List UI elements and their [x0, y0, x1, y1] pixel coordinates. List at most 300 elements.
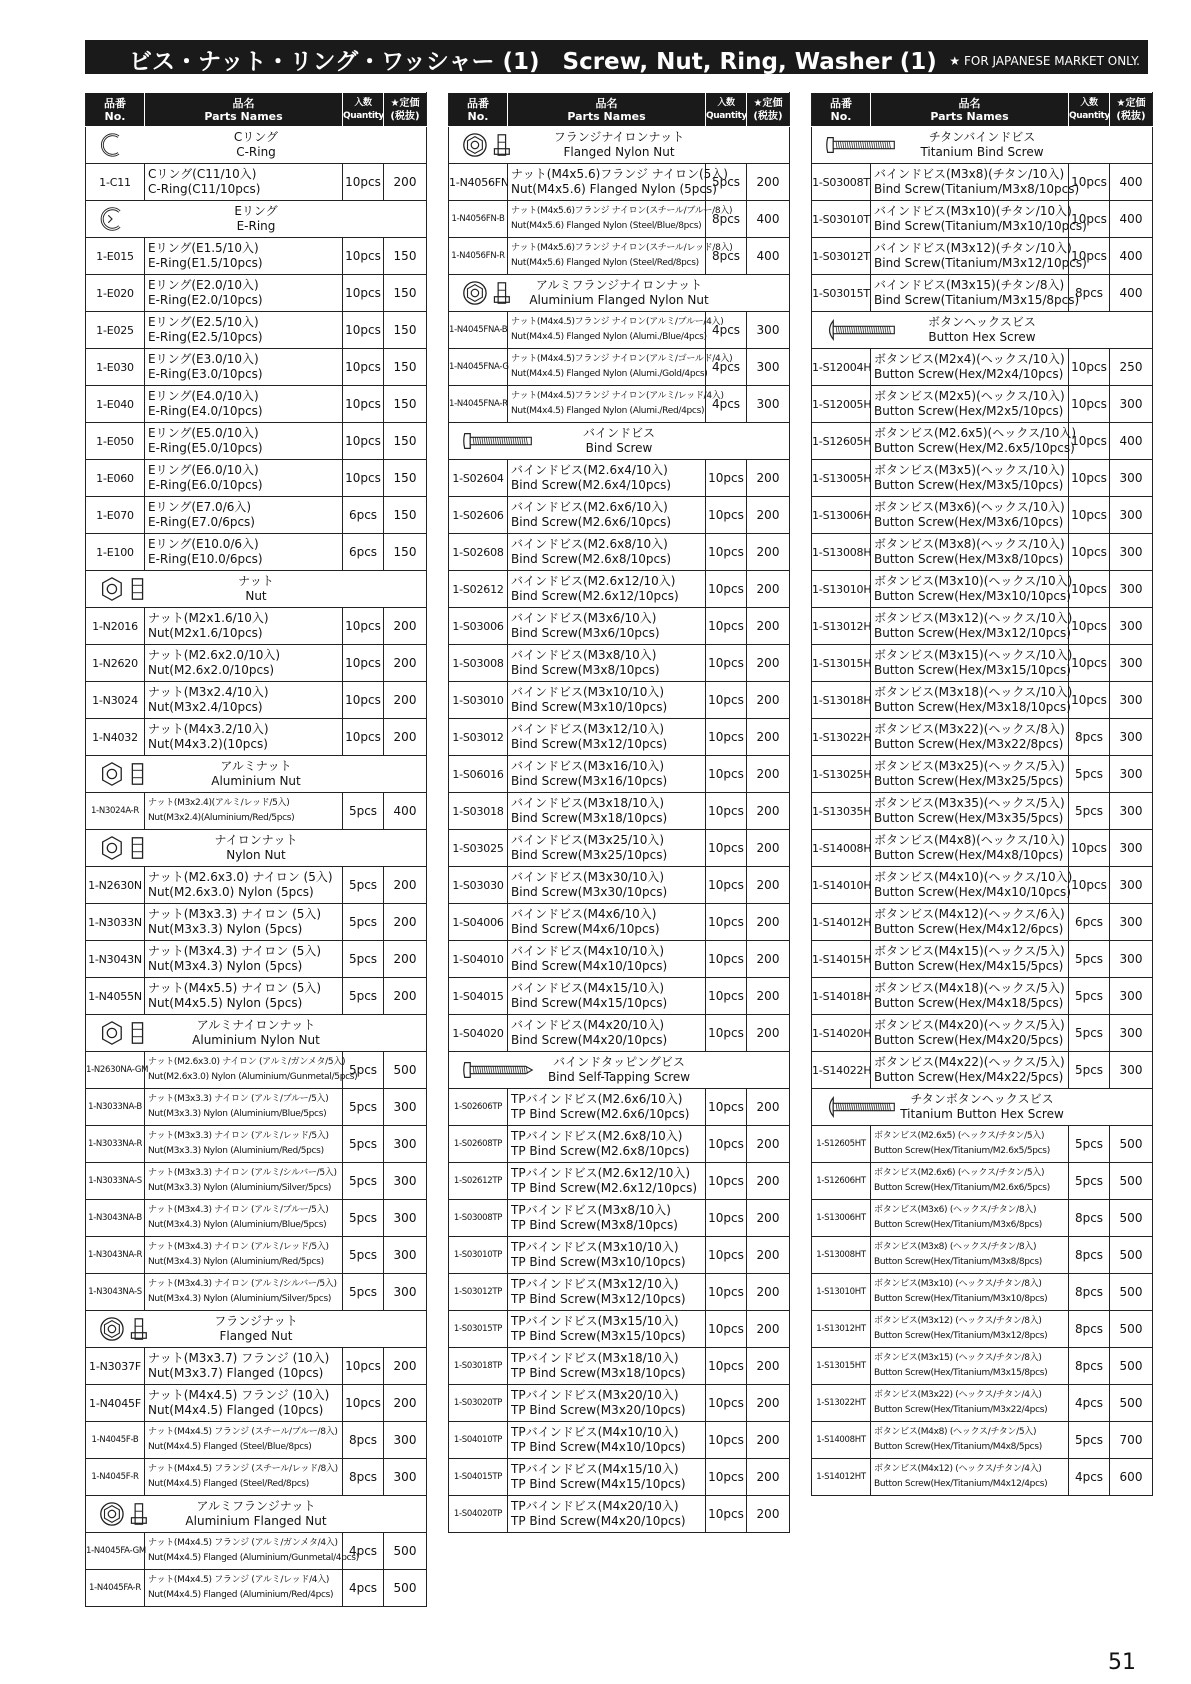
- part-name-en: TP Bind Screw(M3x18/10pcs): [511, 1366, 686, 1380]
- part-name: [871, 1126, 1069, 1163]
- category-name-ja: ナイロンナット: [214, 833, 298, 847]
- table-row: [812, 1274, 1153, 1311]
- part-name: [145, 1163, 343, 1200]
- part-quantity: 5pcs: [343, 978, 384, 1015]
- part-number: 1-N4045F: [86, 1385, 145, 1422]
- part-name-en: Nut(M4x4.5) Flanged Nylon (Alumi./Red/4pcs): [511, 406, 705, 416]
- part-price: 200: [747, 1200, 790, 1237]
- part-name-en: TP Bind Screw(M2.6x8/10pcs): [511, 1144, 690, 1158]
- part-number: 1-E070: [86, 497, 145, 534]
- part-price: 200: [747, 608, 790, 645]
- part-number: 1-S13035H: [812, 793, 871, 830]
- category-header: [86, 1015, 427, 1052]
- part-number: 1-N2620: [86, 645, 145, 682]
- table-row: [449, 830, 790, 867]
- part-price: 400: [1110, 201, 1153, 238]
- table-row: [86, 497, 427, 534]
- part-name-en: Nut(M4x4.5) Flanged (Steel/Blue/8pcs): [148, 1442, 312, 1452]
- part-number: 1-S14012HT: [812, 1459, 871, 1496]
- part-name: [508, 386, 724, 423]
- part-price: 500: [1110, 1163, 1153, 1200]
- part-name-ja: ボタンビス(M3x22)(ヘックス/8入): [874, 722, 1065, 736]
- part-price: 300: [1110, 534, 1153, 571]
- part-name-ja: TPバインドビス(M3x18/10入): [511, 1351, 679, 1365]
- part-quantity: 10pcs: [343, 719, 384, 756]
- part-name-en: Button Screw(Hex/M4x22/5pcs): [874, 1070, 1064, 1084]
- table-row: [812, 1163, 1153, 1200]
- part-number: 1-S03010T: [812, 201, 871, 238]
- table-row: [449, 386, 790, 423]
- header-no: 品番 No.: [86, 93, 145, 127]
- table-row: [449, 497, 790, 534]
- part-name-en: E-Ring(E2.0/10pcs): [148, 293, 263, 307]
- table-row: [449, 1163, 790, 1200]
- part-name-ja: ボタンビス(M3x35)(ヘックス/5入): [874, 796, 1065, 810]
- part-name: [871, 238, 1087, 275]
- part-name-en: Bind Screw(Titanium/M3x12/10pcs): [874, 256, 1087, 270]
- part-name-ja: バインドビス(M3x12/10入): [511, 722, 665, 736]
- part-number: 1-N3033NA-R: [86, 1126, 145, 1163]
- part-name-ja: ボタンビス(M3x10)(ヘックス/10入): [874, 574, 1073, 588]
- table-row: [86, 645, 427, 682]
- part-name: [145, 1533, 359, 1570]
- part-price: 200: [747, 756, 790, 793]
- part-quantity: 10pcs: [706, 497, 747, 534]
- part-price: 700: [1110, 1422, 1153, 1459]
- part-price: 300: [1110, 571, 1153, 608]
- part-number: 1-E040: [86, 386, 145, 423]
- part-number: 1-S13008H: [812, 534, 871, 571]
- category-header: [449, 127, 790, 164]
- part-quantity: 8pcs: [1069, 1311, 1110, 1348]
- part-quantity: 5pcs: [1069, 1163, 1110, 1200]
- part-quantity: 8pcs: [1069, 719, 1110, 756]
- part-price: 200: [384, 978, 427, 1015]
- part-name-en: Bind Screw(M3x16/10pcs): [511, 774, 668, 788]
- header-parts-names: 品名 Parts Names: [145, 93, 343, 127]
- part-quantity: 10pcs: [706, 867, 747, 904]
- category-name-en: Aluminium Nut: [211, 774, 301, 788]
- part-price: 200: [747, 1459, 790, 1496]
- part-number: 1-S13015H: [812, 645, 871, 682]
- table-row: [812, 793, 1153, 830]
- header-price: ★定価 (税抜): [384, 93, 427, 127]
- category-name-en: Titanium Bind Screw: [920, 145, 1044, 159]
- part-name: [145, 1126, 343, 1163]
- part-name-ja: ナット(M4x5.6)フランジ ナイロン(スチール/ブルー/8入): [511, 206, 733, 216]
- part-name: [871, 1348, 1069, 1385]
- part-quantity: 6pcs: [343, 497, 384, 534]
- part-quantity: 10pcs: [706, 571, 747, 608]
- category-name-en: Flanged Nylon Nut: [563, 145, 675, 159]
- part-quantity: 10pcs: [1069, 867, 1110, 904]
- part-name-ja: ボタンビス(M3x6) (ヘックス/チタン/8入): [874, 1205, 1037, 1215]
- table-header: [86, 93, 427, 127]
- table-row: [86, 1163, 427, 1200]
- part-quantity: 10pcs: [343, 386, 384, 423]
- table-row: [449, 1274, 790, 1311]
- category-header: [812, 1089, 1153, 1126]
- part-quantity: 10pcs: [706, 1015, 747, 1052]
- part-number: 1-S03008TP: [449, 1200, 508, 1237]
- part-price: 200: [747, 719, 790, 756]
- part-name: [508, 1385, 706, 1422]
- table-row: [812, 719, 1153, 756]
- part-number: 1-S03015TP: [449, 1311, 508, 1348]
- part-name-en: TP Bind Screw(M3x20/10pcs): [511, 1403, 686, 1417]
- table-row: [86, 238, 427, 275]
- part-name-en: Button Screw(Hex/M3x10/10pcs): [874, 589, 1071, 603]
- part-quantity: 4pcs: [343, 1570, 384, 1607]
- part-name-ja: バインドビス(M3x25/10入): [511, 833, 665, 847]
- table-row: [449, 238, 790, 275]
- part-number: 1-N2630N: [86, 867, 145, 904]
- part-number: 1-N3043NA-B: [86, 1200, 145, 1237]
- part-name-ja: TPバインドビス(M3x12/10入): [511, 1277, 679, 1291]
- part-number: 1-S06016: [449, 756, 508, 793]
- part-name-en: Nut(M4x4.5) Flanged (Steel/Red/8pcs): [148, 1479, 309, 1489]
- part-name: [508, 830, 706, 867]
- parts-column-2: [448, 92, 789, 1533]
- part-name-en: Button Screw(Hex/M4x15/5pcs): [874, 959, 1064, 973]
- part-name-ja: ボタンビス(M3x6)(ヘックス/10入): [874, 500, 1065, 514]
- part-price: 200: [747, 1274, 790, 1311]
- part-name: [145, 1348, 343, 1385]
- part-quantity: 10pcs: [706, 978, 747, 1015]
- part-name: [871, 682, 1073, 719]
- part-name: [508, 941, 706, 978]
- part-name: [145, 719, 343, 756]
- part-price: 200: [747, 904, 790, 941]
- category-name-en: Aluminium Nylon Nut: [192, 1033, 320, 1047]
- part-name-ja: ナット(M2.6x3.0) ナイロン (アルミ/ガンメタ/5入): [148, 1057, 346, 1067]
- part-name-en: Button Screw(Hex/M4x18/5pcs): [874, 996, 1064, 1010]
- part-quantity: 10pcs: [343, 460, 384, 497]
- part-name-ja: ナット(M3x3.3) ナイロン (5入): [148, 907, 322, 921]
- part-quantity: 10pcs: [706, 941, 747, 978]
- part-price: 500: [1110, 1237, 1153, 1274]
- part-name-ja: ボタンビス(M2.6x5) (ヘックス/チタン/5入): [874, 1131, 1045, 1141]
- part-price: 500: [384, 1052, 427, 1089]
- part-name-en: E-Ring(E3.0/10pcs): [148, 367, 263, 381]
- part-quantity: 10pcs: [706, 682, 747, 719]
- part-quantity: 10pcs: [1069, 608, 1110, 645]
- part-name: [508, 201, 733, 238]
- part-quantity: 10pcs: [706, 1237, 747, 1274]
- part-price: 200: [747, 867, 790, 904]
- part-number: 1-S04010TP: [449, 1422, 508, 1459]
- part-number: 1-S03020TP: [449, 1385, 508, 1422]
- part-name-en: Nut(M4x5.6) Flanged Nylon (5pcs): [511, 182, 717, 196]
- category-header: [86, 1311, 427, 1348]
- table-row: [449, 1089, 790, 1126]
- table-row: [86, 1348, 427, 1385]
- table-row: [449, 1348, 790, 1385]
- part-name: [145, 534, 343, 571]
- category-header: [86, 571, 427, 608]
- part-name-ja: Eリング(E2.0/10入): [148, 278, 259, 292]
- part-number: 1-C11: [86, 164, 145, 201]
- category-header: [86, 127, 427, 164]
- part-quantity: 10pcs: [343, 312, 384, 349]
- table-row: [449, 201, 790, 238]
- part-name-en: Nut(M3x3.3) Nylon (Aluminium/Silver/5pcs): [148, 1183, 332, 1193]
- table-row: [812, 1052, 1153, 1089]
- part-name-ja: ボタンビス(M4x8)(ヘックス/10入): [874, 833, 1065, 847]
- part-name-ja: バインドビス(M4x6/10入): [511, 907, 657, 921]
- part-price: 300: [747, 312, 790, 349]
- part-name-ja: ボタンビス(M2x5)(ヘックス/10入): [874, 389, 1065, 403]
- part-name-en: Bind Screw(M3x10/10pcs): [511, 700, 668, 714]
- part-number: 1-S02608TP: [449, 1126, 508, 1163]
- part-name-en: E-Ring(E10.0/6pcs): [148, 552, 263, 566]
- part-name-ja: Eリング(E4.0/10入): [148, 389, 259, 403]
- part-quantity: 5pcs: [1069, 756, 1110, 793]
- part-name-en: E-Ring(E1.5/10pcs): [148, 256, 263, 270]
- part-price: 200: [747, 571, 790, 608]
- part-price: 150: [384, 460, 427, 497]
- part-name-ja: TPバインドビス(M3x15/10入): [511, 1314, 679, 1328]
- part-name-ja: ナット(M4x5.5) ナイロン (5入): [148, 981, 322, 995]
- table-row: [86, 534, 427, 571]
- table-row: [812, 1200, 1153, 1237]
- category-header: [86, 201, 427, 238]
- part-quantity: 10pcs: [706, 1496, 747, 1533]
- category-name-en: C-Ring: [236, 145, 276, 159]
- part-quantity: 10pcs: [1069, 164, 1110, 201]
- table-row: [812, 571, 1153, 608]
- category-name-ja: Cリング: [233, 130, 279, 144]
- part-name: [871, 201, 1087, 238]
- part-number: 1-N4045FNA-B: [449, 312, 508, 349]
- part-price: 500: [384, 1533, 427, 1570]
- table-row: [86, 1422, 427, 1459]
- category-name-ja: バインドビス: [582, 426, 655, 440]
- table-row: [86, 904, 427, 941]
- part-price: 150: [384, 534, 427, 571]
- category-header: [449, 275, 790, 312]
- part-quantity: 6pcs: [343, 534, 384, 571]
- part-number: 1-N2016: [86, 608, 145, 645]
- part-number: 1-S14015H: [812, 941, 871, 978]
- part-name-en: TP Bind Screw(M3x15/10pcs): [511, 1329, 686, 1343]
- part-name: [508, 793, 706, 830]
- part-quantity: 8pcs: [1069, 1237, 1110, 1274]
- table-row: [449, 867, 790, 904]
- category-name-ja: チタンバインドビス: [928, 130, 1036, 144]
- part-name-ja: TPバインドビス(M4x15/10入): [511, 1462, 679, 1476]
- part-name-en: Button Screw(Hex/M4x12/6pcs): [874, 922, 1064, 936]
- part-name-en: Bind Screw(Titanium/M3x10/10pcs): [874, 219, 1087, 233]
- part-name-ja: ナット(M3x3.3) ナイロン (アルミ/シルバー/5入): [148, 1168, 337, 1178]
- table-row: [812, 238, 1153, 275]
- part-price: 300: [384, 1459, 427, 1496]
- part-name-en: Nut(M3x4.3) Nylon (Aluminium/Red/5pcs): [148, 1257, 324, 1267]
- part-name: [871, 460, 1069, 497]
- part-name: [871, 1459, 1069, 1496]
- table-row: [449, 904, 790, 941]
- part-name: [871, 1200, 1069, 1237]
- part-name: [145, 312, 343, 349]
- part-name-ja: バインドビス(M3x15)(チタン/8入): [874, 278, 1065, 292]
- part-name: [871, 571, 1073, 608]
- part-name-en: Button Screw(Hex/Titanium/M3x15/8pcs): [874, 1368, 1048, 1378]
- part-name-ja: Eリング(E5.0/10入): [148, 426, 259, 440]
- part-name-ja: Eリング(E2.5/10入): [148, 315, 259, 329]
- part-name-ja: ボタンビス(M2.6x5)(ヘックス/10入): [874, 426, 1077, 440]
- part-number: 1-S02608: [449, 534, 508, 571]
- part-number: 1-N3043NA-R: [86, 1237, 145, 1274]
- table-row: [86, 275, 427, 312]
- part-number: 1-N3043NA-S: [86, 1274, 145, 1311]
- part-quantity: 8pcs: [1069, 1274, 1110, 1311]
- table-row: [449, 719, 790, 756]
- part-quantity: 10pcs: [343, 349, 384, 386]
- part-name-ja: ボタンビス(M3x8)(ヘックス/10入): [874, 537, 1065, 551]
- part-number: 1-E020: [86, 275, 145, 312]
- part-name-ja: ボタンビス(M3x15)(ヘックス/10入): [874, 648, 1073, 662]
- part-quantity: 5pcs: [343, 1274, 384, 1311]
- part-number: 1-S12005H: [812, 386, 871, 423]
- part-name: [145, 645, 343, 682]
- part-name-en: Nut(M3x3.7) Flanged (10pcs): [148, 1366, 324, 1380]
- part-price: 300: [1110, 756, 1153, 793]
- part-name-ja: ナット(M4x4.5) フランジ (スチール/レッド/8入): [148, 1464, 338, 1474]
- part-name: [508, 1274, 706, 1311]
- part-name-en: Button Screw(Hex/M4x20/5pcs): [874, 1033, 1064, 1047]
- part-price: 200: [747, 1496, 790, 1533]
- part-name: [508, 534, 706, 571]
- table-row: [449, 941, 790, 978]
- category-name-ja: アルミフランジナット: [196, 1499, 316, 1513]
- part-name-ja: TPバインドビス(M3x10/10入): [511, 1240, 679, 1254]
- part-name-ja: バインドビス(M3x18/10入): [511, 796, 665, 810]
- part-name: [508, 497, 706, 534]
- part-number: 1-S03010TP: [449, 1237, 508, 1274]
- part-name-en: Nut(M4x4.5) Flanged (Aluminium/Red/4pcs): [148, 1590, 334, 1600]
- part-name: [508, 571, 706, 608]
- category-header: [812, 312, 1153, 349]
- part-number: 1-N3043N: [86, 941, 145, 978]
- part-name-en: Nut(M4x4.5) Flanged (10pcs): [148, 1403, 324, 1417]
- table-row: [449, 1126, 790, 1163]
- part-price: 200: [747, 497, 790, 534]
- part-name: [508, 1422, 706, 1459]
- part-number: 1-S03015T: [812, 275, 871, 312]
- part-number: 1-S04020TP: [449, 1496, 508, 1533]
- part-name: [145, 238, 343, 275]
- part-name-ja: ボタンビス(M3x25)(ヘックス/5入): [874, 759, 1065, 773]
- part-name-ja: ナット(M3x4.3) ナイロン (アルミ/レッド/5入): [148, 1242, 329, 1252]
- table-row: [449, 1385, 790, 1422]
- part-number: 1-S02606: [449, 497, 508, 534]
- part-quantity: 10pcs: [706, 1385, 747, 1422]
- table-row: [449, 682, 790, 719]
- table-row: [86, 1533, 427, 1570]
- category-header: [86, 1496, 427, 1533]
- table-row: [449, 349, 790, 386]
- part-name-en: Bind Screw(M3x18/10pcs): [511, 811, 668, 825]
- part-name: [145, 275, 343, 312]
- part-quantity: 10pcs: [706, 904, 747, 941]
- part-name-en: Button Screw(Hex/M3x8/10pcs): [874, 552, 1064, 566]
- part-number: 1-S13025H: [812, 756, 871, 793]
- part-name-ja: ボタンビス(M3x5)(ヘックス/10入): [874, 463, 1065, 477]
- part-name-en: Bind Screw(Titanium/M3x15/8pcs): [874, 293, 1080, 307]
- part-name: [145, 1237, 343, 1274]
- part-number: 1-S14008HT: [812, 1422, 871, 1459]
- part-quantity: 10pcs: [343, 682, 384, 719]
- part-number: 1-N4045FNA-R: [449, 386, 508, 423]
- part-number: 1-S03018TP: [449, 1348, 508, 1385]
- header-quantity: 入数 Quantity: [1069, 93, 1110, 127]
- part-price: 500: [1110, 1311, 1153, 1348]
- part-name: [871, 534, 1069, 571]
- part-name-ja: バインドビス(M3x8)(チタン/10入): [874, 167, 1065, 181]
- part-number: 1-S13005H: [812, 460, 871, 497]
- part-price: 300: [1110, 904, 1153, 941]
- part-name-ja: バインドビス(M3x8/10入): [511, 648, 657, 662]
- part-name-en: TP Bind Screw(M2.6x6/10pcs): [511, 1107, 690, 1121]
- part-price: 300: [1110, 682, 1153, 719]
- part-number: 1-N3033NA-S: [86, 1163, 145, 1200]
- part-name: [145, 1052, 358, 1089]
- category-name-en: Bind Screw: [585, 441, 653, 455]
- part-number: 1-S02612TP: [449, 1163, 508, 1200]
- part-price: 150: [384, 497, 427, 534]
- category-name-en: Aluminium Flanged Nut: [185, 1514, 327, 1528]
- table-row: [449, 608, 790, 645]
- part-quantity: 4pcs: [706, 349, 747, 386]
- part-quantity: 5pcs: [343, 1126, 384, 1163]
- part-price: 200: [384, 608, 427, 645]
- part-number: 1-S03008: [449, 645, 508, 682]
- part-quantity: 10pcs: [706, 1163, 747, 1200]
- table-row: [812, 386, 1153, 423]
- part-name-en: Button Screw(Hex/M3x18/10pcs): [874, 700, 1071, 714]
- part-name: [508, 1015, 706, 1052]
- part-number: 1-N4045FA-GM: [86, 1533, 145, 1570]
- part-price: 300: [1110, 608, 1153, 645]
- part-quantity: 10pcs: [706, 1274, 747, 1311]
- part-price: 200: [747, 1089, 790, 1126]
- part-price: 400: [1110, 423, 1153, 460]
- part-number: 1-N4045FA-R: [86, 1570, 145, 1607]
- part-number: 1-S03012TP: [449, 1274, 508, 1311]
- part-name-ja: ボタンビス(M2.6x6) (ヘックス/チタン/5入): [874, 1168, 1045, 1178]
- part-number: 1-S13022H: [812, 719, 871, 756]
- part-name-ja: ナット(M4x5.6)フランジ ナイロン(5入): [511, 167, 728, 181]
- part-name-ja: バインドビス(M4x15/10入): [511, 981, 665, 995]
- part-name: [508, 1459, 706, 1496]
- table-row: [812, 645, 1153, 682]
- part-number: 1-S03025: [449, 830, 508, 867]
- part-price: 200: [747, 534, 790, 571]
- part-name-en: Button Screw(Hex/M3x22/8pcs): [874, 737, 1064, 751]
- table-row: [812, 164, 1153, 201]
- part-number: 1-N4056FN: [449, 164, 508, 201]
- part-name-en: Nut(M4x5.6) Flanged Nylon (Steel/Red/8pcs): [511, 258, 699, 268]
- header-quantity: 入数 Quantity: [343, 93, 384, 127]
- category-name-ja: アルミナイロンナット: [196, 1018, 316, 1032]
- part-name-en: Nut(M4x4.5) Flanged Nylon (Alumi./Blue/4pcs): [511, 332, 707, 342]
- part-name-ja: ナット(M2x1.6/10入): [148, 611, 269, 625]
- part-name-en: Button Screw(Hex/M3x15/10pcs): [874, 663, 1071, 677]
- part-name-en: E-Ring(E5.0/10pcs): [148, 441, 263, 455]
- parts-column-1: [85, 92, 426, 1607]
- part-name: [871, 793, 1069, 830]
- part-name: [508, 719, 706, 756]
